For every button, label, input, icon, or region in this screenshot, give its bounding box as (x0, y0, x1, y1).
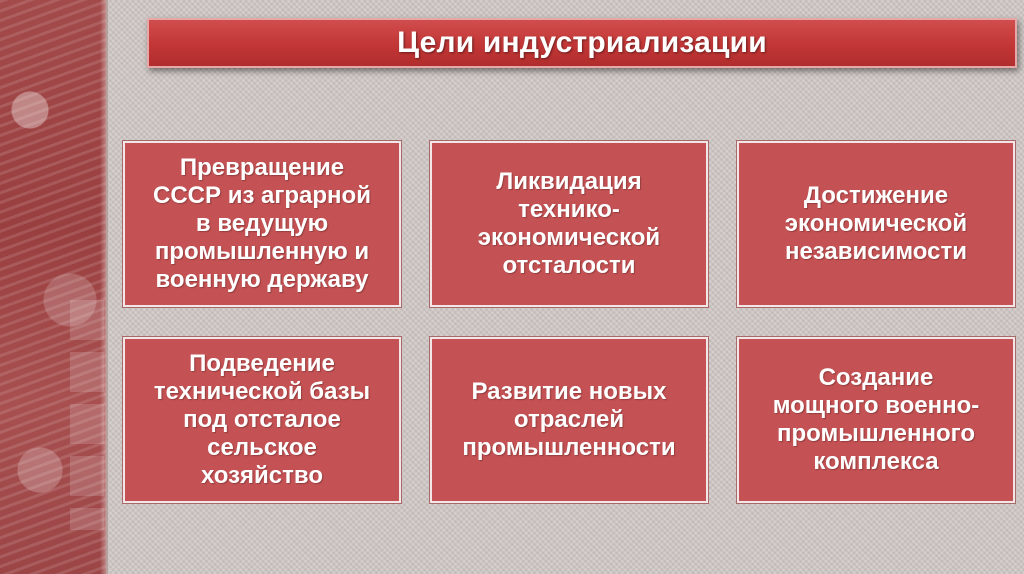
decorative-side-strip (0, 0, 108, 574)
goal-card-new-industries (430, 337, 708, 503)
goal-card-text: Развитие новых отраслей промышленности (462, 378, 676, 461)
ussr-emblem-decoration (70, 300, 104, 530)
goal-card-text: Ликвидация технико- экономической отсталости (477, 168, 661, 279)
goal-card-text: Подведение технической базы под отсталое сельское хозяйство (153, 350, 371, 489)
goal-card-text: Превращение СССР из аграрной в ведущую промышленную и военную державу (153, 154, 371, 293)
goal-card-military-industrial-complex (737, 337, 1015, 503)
title-banner (147, 18, 1017, 68)
goal-card-eliminate-backwardness (430, 141, 708, 307)
goal-card-agrarian-to-industrial (123, 141, 401, 307)
goal-card-economic-independence (737, 141, 1015, 307)
goal-card-text: Достижение экономической независимости (784, 182, 968, 265)
goal-card-text: Создание мощного военно- промышленного комплекса (772, 364, 980, 475)
slide-title: Цели индустриализации (397, 26, 767, 59)
goal-card-agriculture-technical-base (123, 337, 401, 503)
